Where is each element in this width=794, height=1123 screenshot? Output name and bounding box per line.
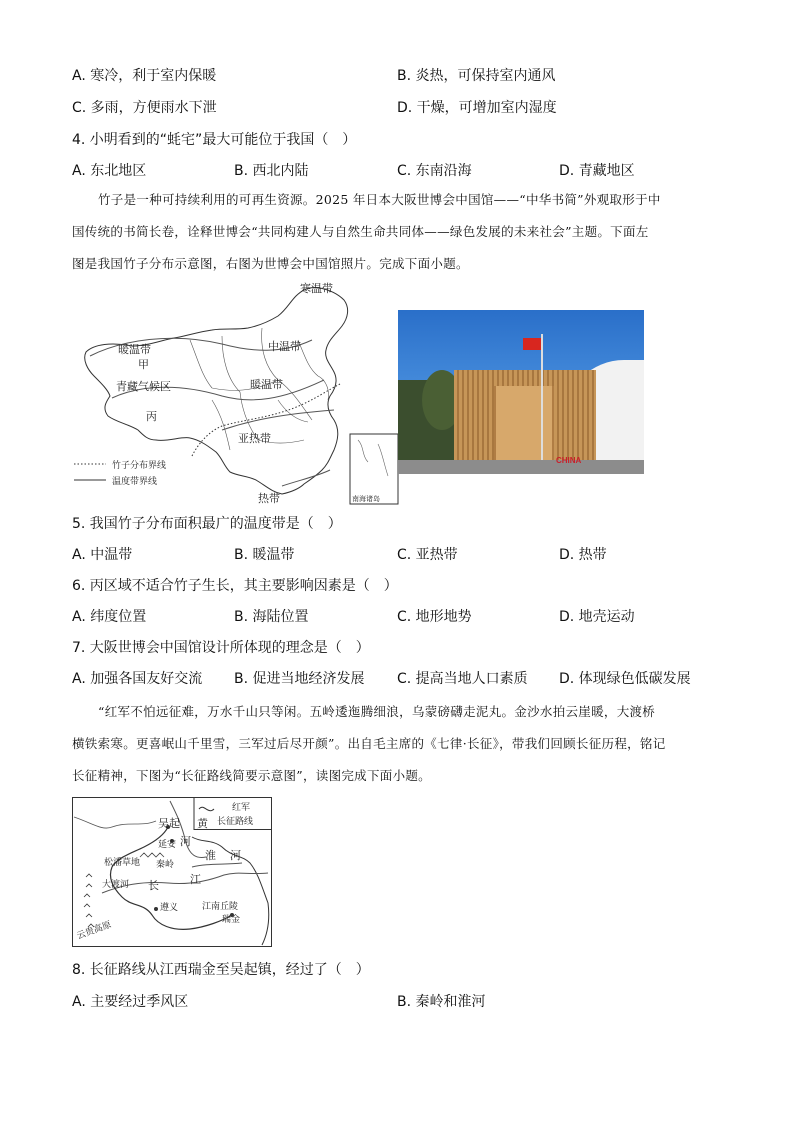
label-caodi: 松潘草地 — [104, 858, 141, 868]
q7-option-a: A. 加强各国友好交流 — [72, 671, 203, 687]
q6-option-c: C. 地形地势 — [397, 609, 472, 625]
label-he1: 河 — [180, 835, 191, 848]
q7-option-c: C. 提高当地人口素质 — [397, 671, 528, 687]
legend-red-army: 红军 — [232, 803, 251, 813]
label-dadu: 大渡河 — [102, 880, 130, 890]
q4-stem: 4. 小明看到的“蚝宅”最大可能位于我国（ ） — [72, 132, 357, 148]
q8-option-a: A. 主要经过季风区 — [72, 994, 189, 1010]
china-banner-text: CHINA — [556, 456, 582, 465]
passage-bamboo — [72, 184, 722, 280]
passage-long-march-line2: 横铁索寒。更喜岷山千里雪，三军过后尽开颜”。出自毛主席的《七律·长征》，带我们回顾长征历程，铭记 — [72, 736, 666, 751]
label-ruijin: 瑞金 — [222, 915, 241, 925]
q5-option-d: D. 热带 — [559, 547, 607, 563]
label-qinling: 秦岭 — [156, 860, 175, 870]
label-he2: 河 — [230, 849, 241, 862]
label-warm-temperate-east: 暖温带 — [250, 378, 283, 391]
q4-option-b: B. 西北内陆 — [234, 163, 309, 179]
q6-option-b: B. 海陆位置 — [234, 609, 309, 625]
q4-option-a: A. 东北地区 — [72, 163, 147, 179]
label-warm-temperate-west: 暖温带 — [118, 343, 151, 356]
q3-option-b: B. 炎热，可保持室内通风 — [397, 68, 556, 84]
q6-option-a: A. 纬度位置 — [72, 609, 147, 625]
label-south-sea: 南海诸岛 — [352, 495, 380, 503]
legend-temp-line: 温度带界线 — [112, 477, 158, 487]
label-cold-temperate: 寒温带 — [300, 282, 333, 295]
legend-march-route: 长征路线 — [217, 817, 254, 827]
q8-stem: 8. 长征路线从江西瑞金至吴起镇，经过了（ ） — [72, 962, 370, 978]
china-pavilion-photo — [398, 310, 644, 474]
label-jiang: 江 — [190, 873, 201, 886]
label-tropical: 热带 — [258, 492, 280, 505]
bamboo-distribution-map — [72, 280, 404, 508]
label-subtropical: 亚热带 — [238, 432, 271, 445]
q3-option-d: D. 干燥，可增加室内湿度 — [397, 100, 557, 116]
q7-option-d: D. 体现绿色低碳发展 — [559, 671, 691, 687]
label-jiangnan: 江南丘陵 — [202, 902, 239, 912]
label-bing: 丙 — [146, 410, 157, 423]
label-qingzang: 青藏气候区 — [116, 380, 171, 393]
q3-option-a: A. 寒冷，利于室内保暖 — [72, 68, 217, 84]
passage-long-march-line1: “红军不怕远征难，万水千山只等闲。五岭逶迤腾细浪，乌蒙磅礴走泥丸。金沙水拍云崖暖，大渡桥 — [98, 704, 656, 719]
label-huang: 黄 — [197, 817, 208, 830]
passage-bamboo-line3: 图是我国竹子分布示意图，右图为世博会中国馆照片。完成下面小题。 — [72, 256, 469, 271]
q6-stem: 6. 丙区域不适合竹子生长，其主要影响因素是（ ） — [72, 578, 398, 594]
label-chang: 长 — [148, 879, 159, 892]
label-zunyi: 遵义 — [160, 903, 179, 913]
q4-option-d: D. 青藏地区 — [559, 163, 635, 179]
label-huai: 淮 — [205, 849, 216, 862]
q6-option-d: D. 地壳运动 — [559, 609, 635, 625]
passage-long-march-line3: 长征精神，下图为“长征路线简要示意图”，读图完成下面小题。 — [72, 768, 431, 783]
label-yanan: 延安 — [158, 840, 177, 850]
q5-option-b: B. 暖温带 — [234, 547, 295, 563]
q7-stem: 7. 大阪世博会中国馆设计所体现的理念是（ ） — [72, 640, 370, 656]
label-jia: 甲 — [138, 358, 149, 371]
q5-stem: 5. 我国竹子分布面积最广的温度带是（ ） — [72, 516, 342, 532]
q5-option-a: A. 中温带 — [72, 547, 133, 563]
label-yungui: 云贵高原 — [75, 920, 113, 942]
q4-option-c: C. 东南沿海 — [397, 163, 472, 179]
label-wuqi: 吴起 — [158, 817, 180, 830]
q8-option-b: B. 秦岭和淮河 — [397, 994, 486, 1010]
passage-long-march — [72, 696, 722, 792]
passage-bamboo-line1: 竹子是一种可持续利用的可再生资源。2025 年日本大阪世博会中国馆——“中华书简”外观取形于中 — [98, 192, 661, 207]
legend-bamboo-line: 竹子分布界线 — [112, 461, 167, 471]
label-mid-temperate: 中温带 — [268, 340, 301, 353]
long-march-map — [72, 797, 272, 947]
q3-option-c: C. 多雨，方便雨水下泄 — [72, 100, 217, 116]
passage-bamboo-line2: 国传统的书简长卷，诠释世博会“共同构建人与自然生命共同体——绿色发展的未来社会”主题。下面左 — [72, 224, 649, 239]
q7-option-b: B. 促进当地经济发展 — [234, 671, 365, 687]
q5-option-c: C. 亚热带 — [397, 547, 458, 563]
